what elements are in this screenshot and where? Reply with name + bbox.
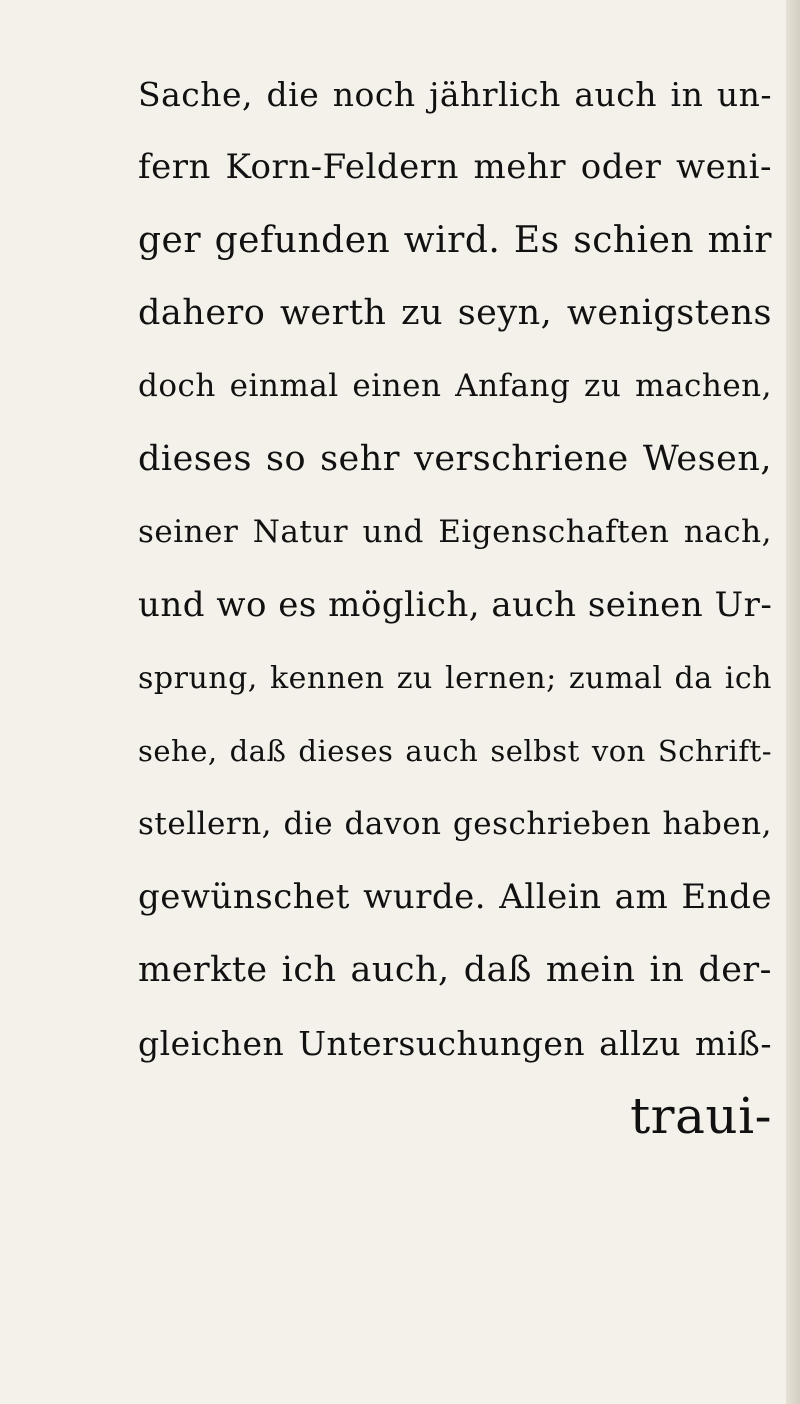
page-text (138, 58, 772, 1153)
text-line-1: Sache, die noch jährlich auch in un- (138, 75, 772, 114)
text-line-14: gleichen Untersuchungen allzu miß- (138, 1024, 772, 1063)
text-line-13: merkte ich auch, daß mein in der- (138, 950, 772, 990)
text-line-12: gewünschet wurde. Allein am Ende (138, 877, 772, 917)
text-line-7: seiner Natur und Eigenschaften nach, (138, 514, 772, 550)
page-edge (786, 0, 800, 1404)
text-line-4: dahero werth zu seyn, wenigstens (138, 293, 772, 333)
text-line-8: und wo es möglich, auch seinen Ur- (138, 585, 773, 625)
text-line-10: sehe, daß dieses auch selbst von Schrift- (138, 734, 772, 768)
text-line-9: sprung, kennen zu lernen; zumal da ich (138, 661, 772, 696)
catchword: traui- (630, 1087, 772, 1145)
text-line-6: dieses so sehr verschriene Wesen, (138, 439, 772, 479)
text-line-3: ger gefunden wird. Es schien mir (138, 220, 772, 261)
text-line-5: doch einmal einen Anfang zu machen, (138, 368, 772, 404)
text-line-2: fern Korn-Feldern mehr oder weni- (138, 147, 772, 187)
text-line-11: stellern, die davon geschrieben haben, (138, 806, 772, 842)
